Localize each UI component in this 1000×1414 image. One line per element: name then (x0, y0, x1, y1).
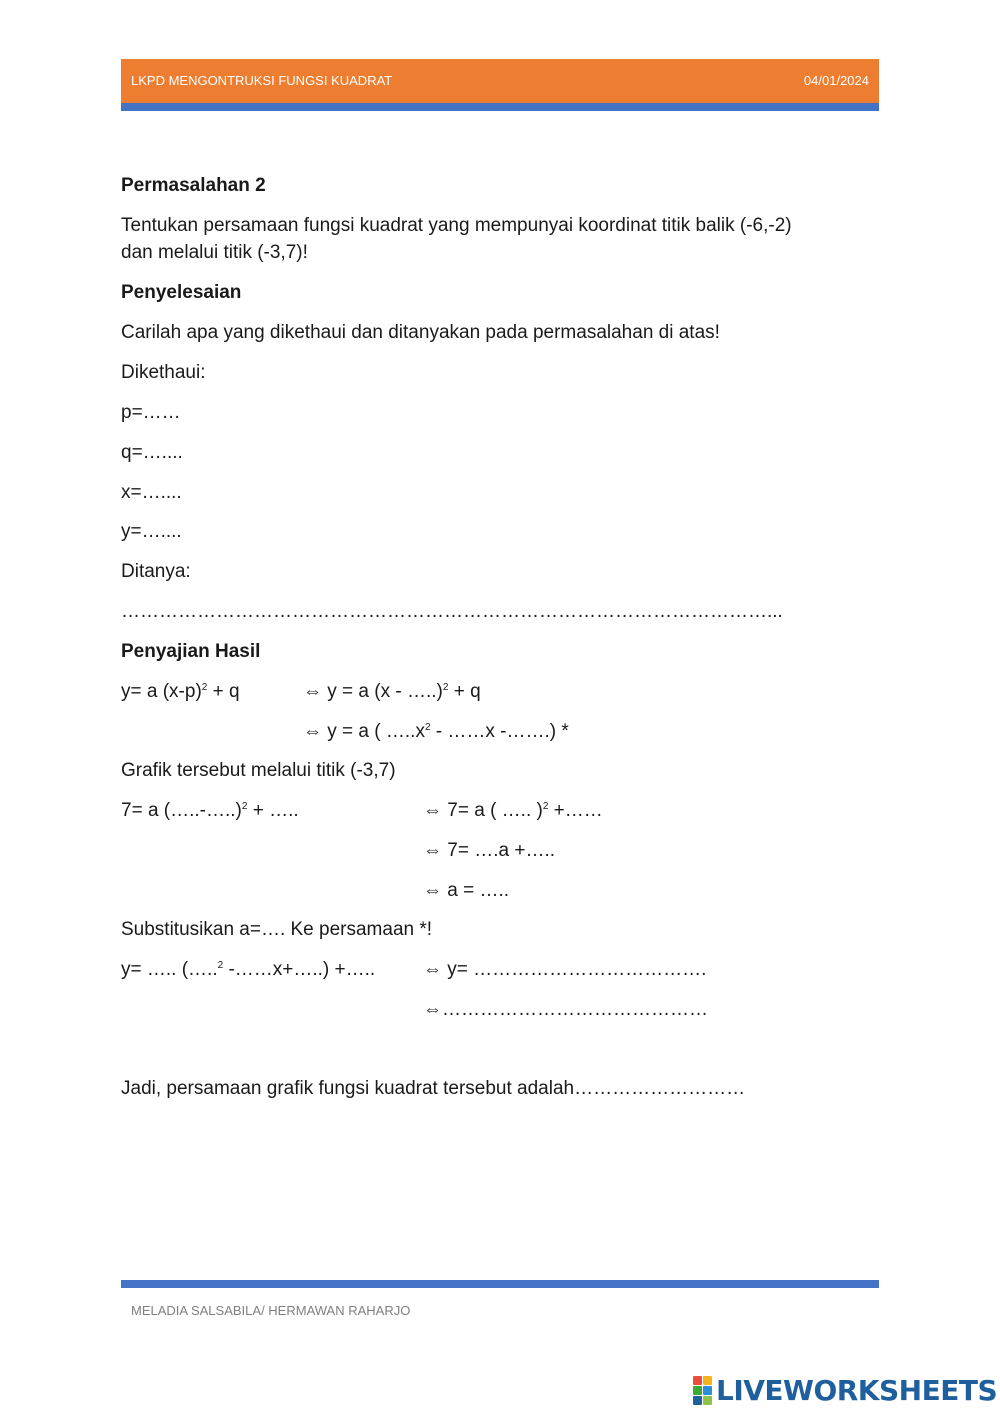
asked-blank[interactable]: …………………………………………………………………………………………... (121, 601, 783, 622)
logo-square-icon (703, 1386, 712, 1395)
problem-heading: Permasalahan 2 (121, 175, 266, 196)
known-q-blank[interactable]: q=….... (121, 442, 183, 463)
equation-step-2[interactable]: ⇔ y = a ( $\dots..x^2$ - ……x -…….) * (303, 721, 569, 742)
page-header (121, 59, 879, 103)
footer-authors: MELADIA SALSABILA/ HERMAWAN RAHARJO (131, 1303, 411, 1318)
substitute-instruction: Substitusikan a=…. Ke persamaan *! (121, 919, 433, 940)
graph-point-statement: Grafik tersebut melalui titik (-3,7) (121, 760, 396, 781)
vertex-form-equation: y= a $(x-p)^2 + q$ (121, 681, 240, 702)
equation-step-1[interactable]: ⇔ y = a (x - …..)$^2$ + q (303, 681, 481, 702)
header-date: 04/01/2024 (803, 73, 869, 88)
asked-label: Ditanya: (121, 561, 191, 582)
result-heading: Penyajian Hasil (121, 641, 261, 662)
known-label: Dikethaui: (121, 362, 206, 383)
equation-step-4[interactable]: ⇔ 7= ….a +….. (423, 840, 555, 861)
footer-accent-bar (121, 1280, 879, 1288)
liveworksheets-logo (693, 1373, 997, 1407)
equation-step-5[interactable]: ⇔ a = ….. (423, 880, 510, 901)
logo-square-icon (693, 1396, 702, 1405)
solution-instruction: Carilah apa yang dikethaui dan ditanyakan pada permasalahan di atas! (121, 322, 720, 343)
problem-text-line-1: Tentukan persamaan fungsi kuadrat yang mempunyai koordinat titik balik (-6,-2) (121, 215, 792, 236)
known-p-blank[interactable]: p=…… (121, 402, 181, 423)
header-accent-bar (121, 103, 879, 111)
liveworksheets-wordmark: LIVEWORKSHEETS (716, 1373, 998, 1407)
logo-square-icon (703, 1396, 712, 1405)
equation-step-3[interactable]: ⇔ 7= a ( ….. )$^2$ +…… (423, 800, 603, 821)
final-substitution-equation[interactable]: y= ….. (…..$^2$ -……x+…..) +….. (121, 959, 376, 980)
solution-heading: Penyelesaian (121, 282, 242, 303)
problem-text-line-2: dan melalui titik (-3,7)! (121, 242, 308, 263)
substitution-equation[interactable]: 7= a (…..-…..)$^2$ + ….. (121, 800, 299, 821)
logo-square-icon (703, 1376, 712, 1385)
equation-step-6[interactable]: ⇔ y= ………………………………. (423, 959, 707, 980)
known-y-blank[interactable]: y=….... (121, 521, 182, 542)
header-title: LKPD MENGONTRUKSI FUNGSI KUADRAT (131, 73, 393, 88)
conclusion-line[interactable]: Jadi, persamaan grafik fungsi kuadrat tersebut adalah……………………… (121, 1078, 746, 1099)
known-x-blank[interactable]: x=….... (121, 482, 182, 503)
logo-square-icon (693, 1376, 702, 1385)
logo-square-icon (693, 1386, 702, 1395)
liveworksheets-icon (693, 1376, 712, 1405)
equation-step-7[interactable]: ⇔…………………………………… (423, 999, 708, 1020)
